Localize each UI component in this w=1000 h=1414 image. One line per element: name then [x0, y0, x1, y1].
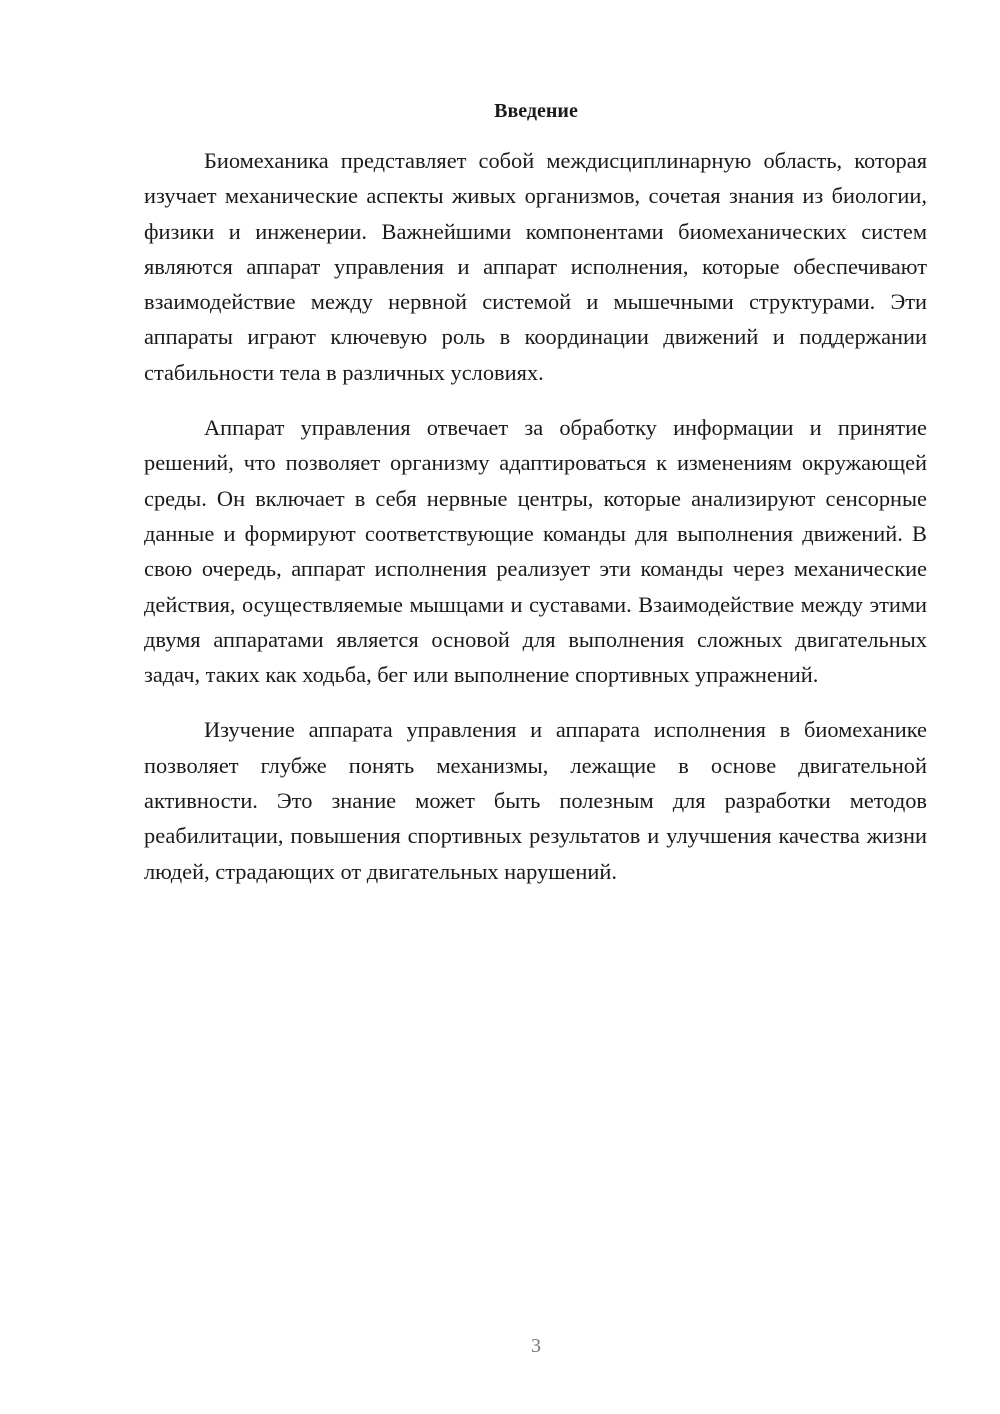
paragraph-2: Аппарат управления отвечает за обработку информации и принятие решений, что позволяет организму адаптироваться к изменениям окружающей среды. Он включает в себя нервные центры, которые анализируют сенсорные данные и формируют соответствующие команды для выполнения движений. В свою очередь, аппарат исполнения реализует эти команды через механические действия, осуществляемые мышцами и суставами. Взаимодействие между этими двумя аппаратами является основой для выполнения сложных двигательных задач, таких как ходьба, бег или выполнение спортивных упражнений. — [144, 415, 927, 688]
page-title: Введение — [494, 100, 578, 122]
paragraph-1: Биомеханика представляет собой междисциплинарную область, которая изучает механические аспекты живых организмов, сочетая знания из биологии, физики и инженерии. Важнейшими компонентами биомеханических систем являются аппарат управления и аппарат исполнения, которые обеспечивают взаимодействие между нервной системой и мышечными структурами. Эти аппараты играют ключевую роль в координации движений и поддержании стабильности тела в различных условиях. — [144, 148, 927, 385]
page-number: 3 — [531, 1335, 541, 1357]
paragraph-3: Изучение аппарата управления и аппарата исполнения в биомеханике позволяет глубже понять механизмы, лежащие в основе двигательной активности. Это знание может быть полезным для разработки методов реабилитации, повышения спортивных результатов и улучшения качества жизни людей, страдающих от двигательных нарушений. — [144, 717, 927, 884]
document-body — [144, 143, 927, 909]
